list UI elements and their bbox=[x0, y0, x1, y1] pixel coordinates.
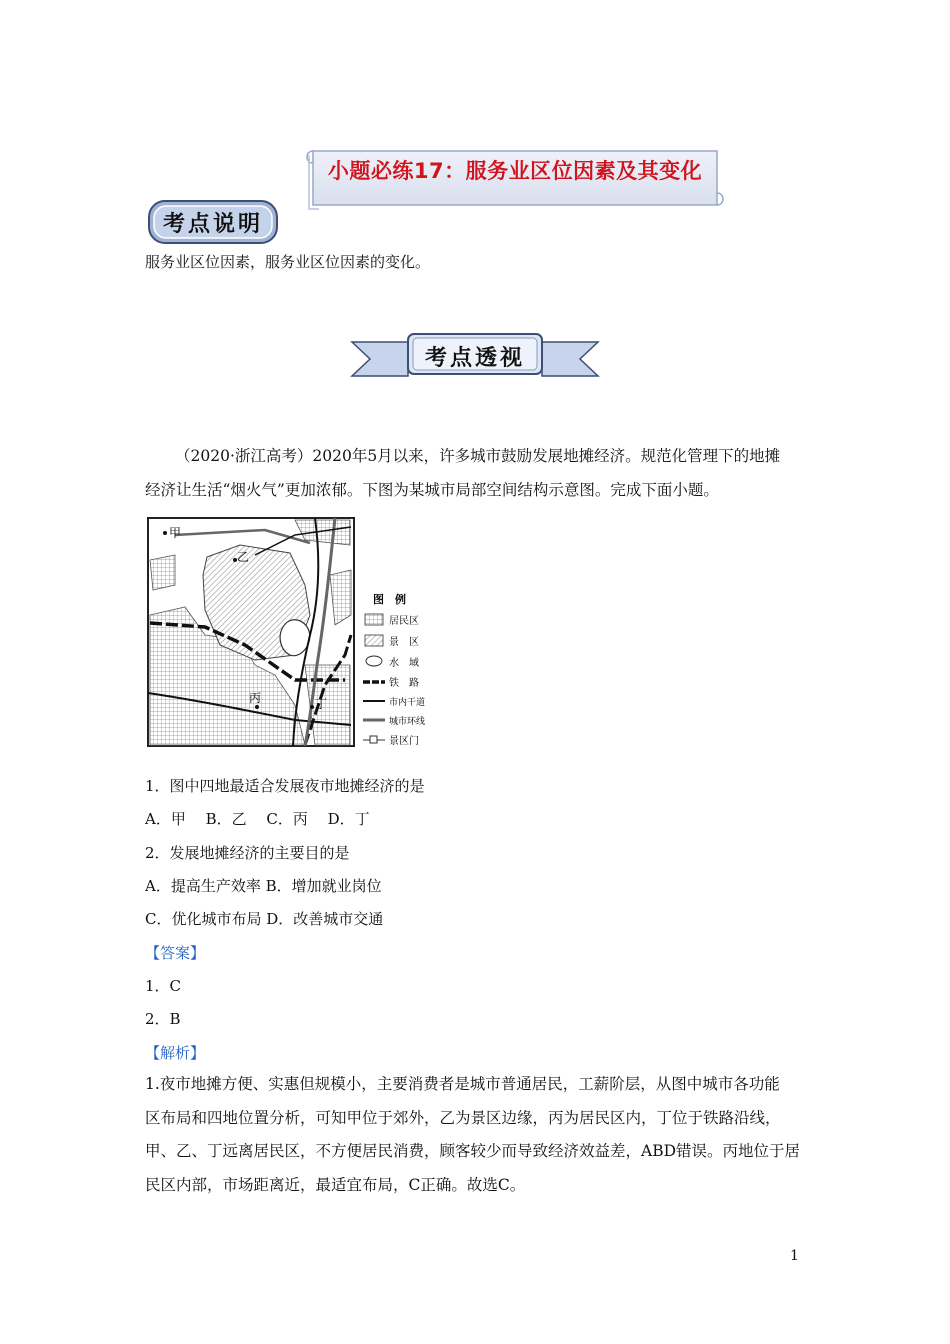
answer-2: 2．B bbox=[145, 1010, 181, 1028]
label-yi: 乙 bbox=[237, 550, 250, 564]
analysis-text bbox=[145, 1068, 810, 1202]
intro-line-1: （2020·浙江高考）2020年5月以来，许多城市鼓励发展地摊经济。规范化管理下的地摊 bbox=[175, 447, 781, 465]
legend-item: 水 域 bbox=[389, 658, 419, 669]
section1-text: 服务业区位因素，服务业区位因素的变化。 bbox=[145, 253, 431, 271]
answer-label: 【答案】 bbox=[145, 944, 206, 962]
title-banner bbox=[305, 145, 725, 211]
question-2-options-1: A．提高生产效率 B．增加就业岗位 bbox=[145, 877, 382, 895]
page-number: 1 bbox=[790, 1248, 799, 1264]
legend-title: 图 例 bbox=[373, 593, 406, 606]
residential-area bbox=[150, 555, 175, 590]
analysis-line: 区布局和四地位置分析，可知甲位于郊外，乙为景区边缘，丙为居民区内，丁位于铁路沿线， bbox=[145, 1108, 781, 1127]
label-ding: 丁 bbox=[315, 697, 328, 711]
legend-item: 景 区 bbox=[389, 637, 419, 648]
answer-1: 1．C bbox=[145, 977, 182, 995]
section-badge-perspective bbox=[350, 330, 600, 384]
section-badge-label: 考点说明 bbox=[162, 212, 263, 237]
legend-item: 市内干道 bbox=[389, 698, 426, 708]
label-bing: 丙 bbox=[249, 691, 262, 705]
analysis-line: 甲、乙、丁远离居民区，不方便居民消费，顾客较少而导致经济效益差，ABD错误。丙地位于居 bbox=[145, 1142, 801, 1160]
legend-item: 居民区 bbox=[389, 616, 419, 627]
analysis-line: 1.夜市地摊方便、实惠但规模小，主要消费者是城市普通居民，工薪阶层，从图中城市各功能 bbox=[145, 1075, 780, 1093]
legend bbox=[363, 614, 425, 747]
section-badge-label: 考点透视 bbox=[424, 346, 525, 371]
question-intro bbox=[145, 440, 810, 507]
analysis-line: 民区内部，市场距离近，最适宜布局，C正确。故选C。 bbox=[145, 1175, 526, 1194]
legend-item: 铁 路 bbox=[389, 678, 419, 689]
question-1-options: A．甲 B．乙 C．丙 D．丁 bbox=[145, 810, 370, 828]
city-structure-map bbox=[145, 515, 445, 749]
question-1: 1．图中四地最适合发展夜市地摊经济的是 bbox=[145, 777, 425, 795]
question-2: 2．发展地摊经济的主要目的是 bbox=[145, 844, 350, 862]
legend-item: 城市环线 bbox=[389, 717, 426, 727]
section-badge-explanation bbox=[146, 198, 280, 246]
label-jia: 甲 bbox=[169, 526, 182, 540]
legend-item: 景区门 bbox=[389, 736, 419, 747]
question-2-options-2: C．优化城市布局 D．改善城市交通 bbox=[145, 910, 384, 928]
page-title: 小题必练17：服务业区位因素及其变化 bbox=[327, 159, 703, 183]
intro-line-2: 经济让生活“烟火气”更加浓郁。下图为某城市局部空间结构示意图。完成下面小题。 bbox=[145, 480, 719, 499]
analysis-label: 【解析】 bbox=[145, 1044, 206, 1062]
